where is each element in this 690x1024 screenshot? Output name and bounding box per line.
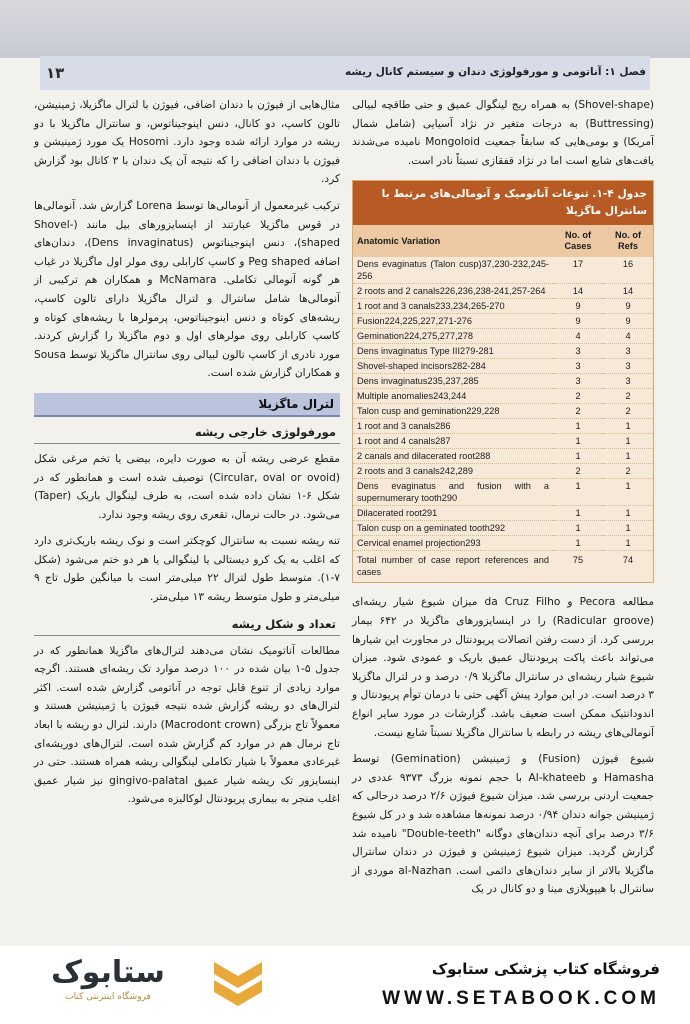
refs-cell: 1 (603, 449, 653, 464)
table-header-row (353, 225, 653, 257)
variation-cell: 2 roots and 2 canals226,236,238-241,257-264 (353, 284, 553, 299)
left-column (34, 96, 340, 817)
refs-cell: 1 (603, 521, 653, 536)
table-row (353, 389, 653, 404)
anatomic-variation-table (352, 180, 654, 583)
paragraph: شیوع فیوژن (Fusion) و ژمینیشن (Gemination) توسط Hamasha و Al-khateeb با حجم نمونه بزرگ ۹۳۷۳ عددی در جمعیت اردنی بررسی شد. میزان شیوع فیوژن ۲/۶ درصد درحالی که ژمینیشن جوانه دندان ۰/۹۴ درصد نمونه‌ها مشاهده شد و در کل شیوع ۳/۶ درصد برای آنچه دندان‌های دوگانه "Double-teeth" نامیده شد گزارش گردید. میزان شیوع ژمینیشن و فیوژن در دندان سانترال ماگزیلا بالاتر از سایر دندان‌های دائمی است. al-Nazhan موردی از سانترال با هیپوپلازی مینا و دو کانال در یک (352, 753, 655, 896)
variation-cell: Dens invaginatus Type III279-281 (353, 344, 553, 359)
refs-cell: 1 (603, 419, 653, 434)
column-header: No. of Cases (553, 225, 603, 257)
refs-cell: 16 (603, 257, 653, 284)
paragraph: مثال‌هایی از فیوژن با دندان اضافی، فیوژن با لترال ماگزیلا، ژمینیشن، تالون کاسپ، دو کانال، دنس اینوجیناتوس، و سانترال ماگزیلا با دو ریشه در موارد ارائه شده وجود دارد. Hosomi یک مورد ژمینیشن و فیوژن با دندان اضافی را که نتیجه آن یک دندان با ۳ کانال بود گزارش کرد. (34, 99, 341, 186)
table-row (353, 359, 653, 374)
cases-cell: 3 (553, 374, 603, 389)
table-row (353, 449, 653, 464)
table-row (353, 506, 653, 521)
cases-cell: 1 (553, 521, 603, 536)
chevron-logo-icon (210, 954, 266, 1010)
table-row (353, 479, 653, 506)
table-row (353, 521, 653, 536)
variation-cell: 2 canals and dilacerated root288 (353, 449, 553, 464)
table-row (353, 257, 653, 284)
refs-cell: 3 (603, 344, 653, 359)
table-caption: جدول ۴-۱. تنوعات آناتومیک و آنومالی‌های مرتبط با سانترال ماگزیلا (353, 181, 653, 225)
column-header: No. of Refs (603, 225, 653, 257)
table-body (353, 257, 653, 582)
refs-cell: 9 (603, 299, 653, 314)
variation-cell: Multiple anomalies243,244 (353, 389, 553, 404)
paragraph: ترکیب غیرمعمول از آنومالی‌ها توسط Lorena گزارش شد. آنومالی‌ها در قوس ماگزیلا عبارتند از اینسایزورهای بیل مانند (Shovel-shaped)، دنس اینوجیناتوس (Dens invaginatus)، دندان‌های اضافه Peg shaped و کاسپ کارابلی روی مولر اول ماگزیلا در غیاب هر گونه آنومالی تکاملی. McNamara و همکاران هم ترکیبی از آنومالی‌ها شامل سانترال و لترال ماگزیلا دارای تالون کاسپ، ریشه‌های کوتاه و دنس اینوجیناتوس، پرمولرها با ریشه‌های کوتاه و کاسپ کارابلی روی مولرهای اول و دوم ماگزیلا را گزارش کردند. مورد نادری از کاسپ تالون لبیالی روی سانترال ماگزیلا توسط Sousa و همکاران گزارش شده است. (34, 199, 341, 380)
variation-cell: Gemination224,275,277,278 (353, 329, 553, 344)
cases-cell: 9 (553, 314, 603, 329)
store-title: فروشگاه کتاب پزشکی ستابوک (431, 960, 660, 978)
refs-cell: 2 (603, 464, 653, 479)
refs-cell: 1 (603, 506, 653, 521)
paragraph: تنه ریشه نسبت به سانترال کوچکتر است و نوک ریشه باریک‌تری دارد که اغلب به یک کرو دیستالی یا لینگوالی یا هر دو ختم می‌شود (شکل ۷-۱). متوسط طول لترال ۲۲ میلی‌متر است با میانگین طول تاج ۹ میلی‌متر و طول متوسط ریشه ۱۳ میلی‌متر. (34, 535, 340, 604)
section-heading: لترال ماگزیلا (34, 393, 340, 417)
variation-cell: Dens invaginatus235,237,285 (353, 374, 553, 389)
refs-cell: 74 (622, 555, 634, 566)
setabook-logo[interactable] (14, 954, 264, 1016)
variation-cell: 2 roots and 3 canals242,289 (353, 464, 553, 479)
page-top-margin (0, 0, 690, 58)
running-head-title: فصل ۱: آناتومی و مورفولوژی دندان و سیستم کانال ریشه (345, 66, 646, 78)
cases-cell: 1 (553, 479, 603, 506)
logo-wordmark (18, 954, 198, 1014)
cases-cell: 4 (553, 329, 603, 344)
subsection-heading: تعداد و شکل ریشه (34, 615, 340, 636)
variation-cell: 1 root and 3 canals286 (353, 419, 553, 434)
cases-cell: 2 (553, 464, 603, 479)
table-row (353, 314, 653, 329)
variation-cell: Talon cusp and gemination229,228 (353, 404, 553, 419)
table-row (353, 464, 653, 479)
table-row (353, 344, 653, 359)
variation-cell: 1 root and 3 canals233,234,265-270 (353, 299, 553, 314)
page-number: ۱۳ (46, 64, 65, 82)
variation-cell: Shovel-shaped incisors282-284 (353, 359, 553, 374)
table-row (353, 419, 653, 434)
cases-cell: 3 (553, 344, 603, 359)
variation-cell: Dilacerated root291 (353, 506, 553, 521)
subsection-heading: مورفولوژی خارجی ریشه (34, 423, 340, 444)
paragraph: مقطع عرضی ریشه آن به صورت دایره، بیضی یا تخم مرغی شکل (Circular, oval or ovoid) توصیف شده است و همانطور که در شکل ۶-۱ نشان داده شده است، به طرف لینگوال باریک (Taper) می‌شود. در حالت نرمال، تقعری روی ریشه وجود ندارد. (34, 452, 340, 521)
table-row (353, 404, 653, 419)
right-column (352, 96, 654, 907)
refs-cell: 9 (603, 314, 653, 329)
refs-cell: 1 (603, 434, 653, 449)
cases-cell: 1 (553, 536, 603, 551)
store-url-link[interactable]: WWW.SETABOOK.COM (382, 988, 660, 1009)
paragraph: مطالعات آناتومیک نشان می‌دهند لترال‌های ماگزیلا همانطور که در جدول ۵-۱ بیان شده در ۱۰۰ درصد موارد تک ریشه‌ای هستند. اگرچه موارد زیادی از تنوع قابل توجه در آناتومی گزارش شده است. اکثر لترال‌های دو ریشه گزارش شده نتیجه فیوژن یا ژمینیشن هستند و معمولاً تاج بزرگی (Macrodont crown) دارند. لترال دو ریشه با ابعاد تاج نرمال هم در موارد کم گزارش شده است. لترال‌های دوریشه‌ای غیرعادی معمولاً با شیار تکاملی لینگوالی ریشه همراه هستند. حتی در اینسایزور تک ریشه شیار عمیق gingivo-palatal نیز شیار عمیق اغلب منجر به بیماری پریودنتال لوکالیزه می‌شود. (34, 644, 340, 806)
cases-cell: 2 (553, 404, 603, 419)
column-header: Anatomic Variation (353, 225, 553, 257)
variation-cell: Talon cusp on a geminated tooth292 (353, 521, 553, 536)
store-footer-banner (0, 946, 690, 1024)
cases-cell: 3 (553, 359, 603, 374)
variation-cell: Dens evaginatus (Talon cusp)37,230-232,245-256 (353, 257, 553, 284)
table-row (353, 536, 653, 551)
paragraph: (Shovel-shape) به همراه ریج لینگوال عمیق و حتی طاقچه لبیالی (Buttressing) به درجات متغیر در نژاد آسیایی (شامل شمال آمریکا) و بومی‌هایی که سابقاً جمعیت Mongoloid نامیده می‌شدند یافت‌های شایع است اما در نژاد قفقازی نسبتاً نادر است. (352, 99, 654, 167)
table-row (353, 434, 653, 449)
table-row (353, 329, 653, 344)
logo-tagline: فروشگاه اینترنتی کتاب (65, 992, 151, 1002)
refs-cell: 1 (603, 479, 653, 506)
cases-cell: 1 (553, 449, 603, 464)
refs-cell: 14 (603, 284, 653, 299)
variation-cell: 1 root and 4 canals287 (353, 434, 553, 449)
cases-cell: 9 (553, 299, 603, 314)
data-table (353, 225, 653, 582)
refs-cell: 3 (603, 374, 653, 389)
cases-cell: 2 (553, 389, 603, 404)
refs-cell: 4 (603, 329, 653, 344)
cases-cell: 75 (572, 555, 584, 566)
refs-cell: 1 (603, 536, 653, 551)
refs-cell: 3 (603, 359, 653, 374)
table-row (353, 299, 653, 314)
variation-cell: Total number of case report references and cases (357, 555, 549, 578)
cases-cell: 1 (553, 434, 603, 449)
variation-cell: Fusion224,225,227,271-276 (353, 314, 553, 329)
table-row (353, 284, 653, 299)
variation-cell: Dens evaginatus and fusion with a supernumerary tooth290 (353, 479, 553, 506)
table-row (353, 374, 653, 389)
logo-name: ستابوک (51, 955, 165, 990)
cases-cell: 17 (553, 257, 603, 284)
variation-cell: Cervical enamel projection293 (353, 536, 553, 551)
table-row (353, 551, 653, 583)
paragraph: مطالعه Pecora و da Cruz Filho میزان شیوع شیار ریشه‌ای (Radicular groove) را در اینسایزورهای ماگزیلا در ۶۴۲ بیمار بررسی کرد. از دست رفتن اتصالات پریودنتال در مجاورت این شیارها می‌تواند باعث پاکت پریودنتال عمیق باریک و عمودی شود. میزان شیوع شیار ریشه‌ای در سانترال ماگزیلا ۰/۹ درصد و در لترال ماگزیلا ۳ درصد است. در این موارد پیش آگهی حتی با درمان توأم پریودنتال و اندودانتیک ممکن است ضعیف باشد. گزارشات در مورد سایر انواع آنومالی‌های ریشه در رابطه با سانترال ماگزیلا نسبتاً شایع نیست. (352, 596, 655, 739)
refs-cell: 2 (603, 404, 653, 419)
refs-cell: 2 (603, 389, 653, 404)
cases-cell: 1 (553, 419, 603, 434)
cases-cell: 1 (553, 506, 603, 521)
cases-cell: 14 (553, 284, 603, 299)
